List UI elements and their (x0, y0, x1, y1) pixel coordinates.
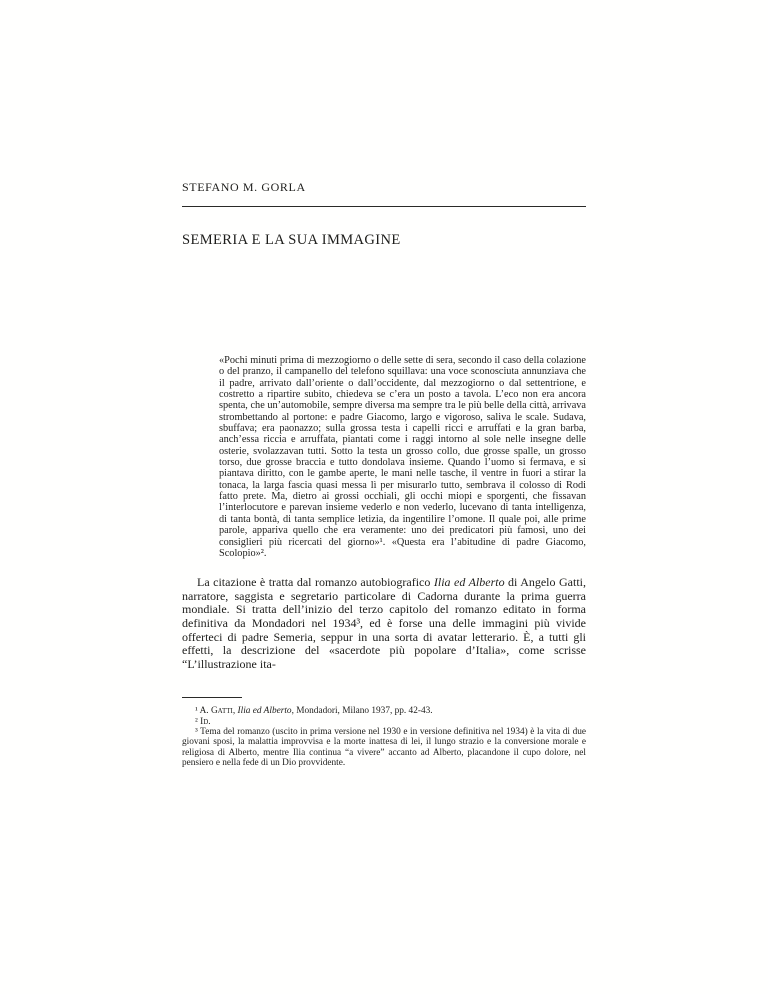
footnotes-block (182, 706, 586, 768)
header-rule (182, 206, 586, 207)
article-title: SEMERIA E LA SUA IMMAGINE (182, 232, 401, 248)
opening-blockquote: «Pochi minuti prima di mezzogiorno o delle sette di sera, secondo il caso della colazione o del pranzo, il campanello del telefono squillava: una voce sconosciuta annunziava che il padre, arrivato dall’oriente o dall’occidente, dal mezzogiorno o dal settentrione, e costretto a ripartire subito, chiedeva se c’era un posto a tavola. L’eco non era ancora spenta, che un’automobile, sempre diversa ma sempre tra le più belle della città, arrivava strombettando al portone: e padre Giacomo, largo e vigoroso, saliva le scale. Sudava, sbuffava; era paonazzo; sulla grossa testa i capelli ricci e arruffati e la gran barba, anch’essa riccia e arruffata, piantati come i raggi intorno al sole nelle insegne delle osterie, svolazzavan tutti. Sotto la testa un grosso collo, due grosse spalle, un grosso torso, due grosse braccia e tutto dondolava insieme. Quando l’uomo si fermava, e si piantava diritto, con le gambe aperte, le mani nelle tasche, il ventre in fuori a stirar la tonaca, la larga fascia quasi messa lì per misurarlo tutto, sembrava il colosso di Rodi fatto prete. Ma, dietro ai grossi occhiali, gli occhi miopi e sporgenti, che fissavan l’interlocutore e parevan insieme vederlo e non vederlo, lucevano di tanta intelligenza, di tanta bontà, di tanta semplice letizia, da ingentilire l’omone. Il quale poi, alle prime parole, appariva quello che era veramente: uno dei predicatori più famosi, uno dei consiglieri più ricercati del giorno»¹. «Questa era l’abitudine di padre Giacomo, Scolopio»². (219, 355, 586, 559)
body-paragraph: La citazione è tratta dal romanzo autobiografico Ilia ed Alberto di Angelo Gatti, narratore, saggista e segretario particolare di Cadorna durante la prima guerra mondiale. Si tratta dell’inizio del terzo capitolo del romanzo editato in forma definitiva da Mondadori nel 1934³, ed è forse una delle immagini più vivide offerteci di padre Semeria, seppur in una sorta di avatar letterario. È, a tutti gli effetti, la descrizione del «sacerdote più popolare d’Italia», come scrisse “L’illustrazione ita- (182, 575, 586, 671)
footnote-1: ¹ A. Gatti, Ilia ed Alberto, Mondadori, Milano 1937, pp. 42-43. (195, 706, 433, 717)
footnote-3: ³ Tema del romanzo (uscito in prima versione nel 1930 e in versione definitiva nel 1934) è la vita di due giovani sposi, la malattia improvvisa e la morte inattesa di lei, il lungo strazio e la conversione morale e religiosa di Alberto, mentre Ilia continua “a vivere” accanto ad Alberto, placandone il cupo dolore, nel pensiero e nella fede di un Dio provvidente. (182, 726, 586, 768)
text-column (182, 0, 586, 768)
author-header: STEFANO M. GORLA (182, 180, 306, 194)
footnote-divider (182, 697, 242, 698)
footnote-2: ² Id. (195, 716, 211, 727)
